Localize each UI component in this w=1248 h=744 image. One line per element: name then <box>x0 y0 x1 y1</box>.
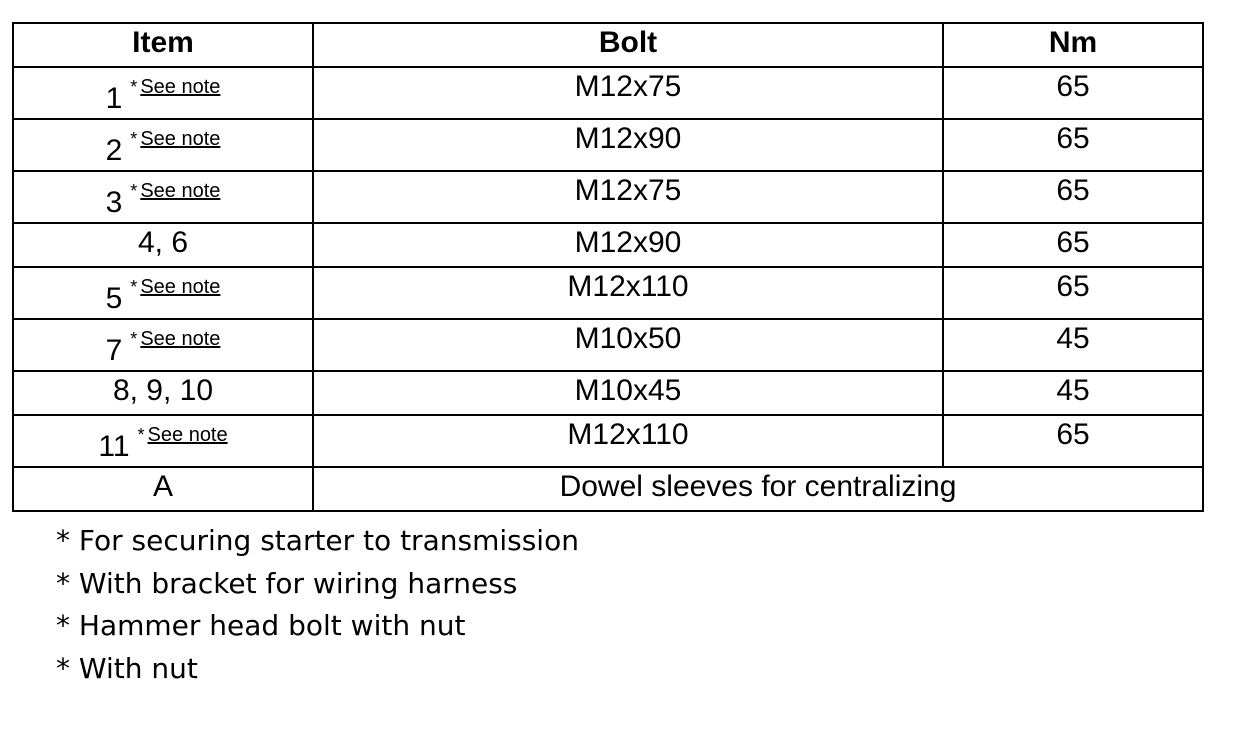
see-note-ref <box>130 120 220 150</box>
notes-list <box>56 520 579 690</box>
see-note-link[interactable]: See note <box>147 424 228 446</box>
header-row <box>13 23 1203 67</box>
see-note-link[interactable]: See note <box>140 76 221 98</box>
cell-bolt: M10x45 <box>313 371 943 415</box>
header-nm: Nm <box>943 23 1203 67</box>
note-2: * With bracket for wiring harness <box>56 566 518 600</box>
item-number: 5 <box>105 282 123 315</box>
cell-bolt: M12x110 <box>313 415 943 467</box>
see-note-ref <box>130 268 220 298</box>
note-1: * For securing starter to transmission <box>56 524 579 557</box>
cell-description: Dowel sleeves for centralizing <box>313 467 1203 511</box>
cell-bolt: M12x75 <box>313 67 943 119</box>
cell-item <box>13 415 313 467</box>
cell-nm: 65 <box>943 67 1203 119</box>
table-row <box>13 223 1203 267</box>
note-marker: * <box>137 425 145 445</box>
cell-item <box>13 119 313 171</box>
cell-item: A <box>13 467 313 511</box>
item-number: 2 <box>105 134 123 167</box>
table-row <box>13 371 1203 415</box>
cell-bolt: M12x90 <box>313 119 943 171</box>
see-note-ref <box>130 320 220 350</box>
see-note-ref <box>138 416 228 446</box>
cell-item <box>13 371 313 415</box>
note-marker: * <box>130 181 138 201</box>
bolt-torque-table <box>12 22 1204 512</box>
table-row-dowel <box>13 467 1203 511</box>
table-row <box>13 67 1203 119</box>
cell-nm: 65 <box>943 223 1203 267</box>
table-row <box>13 119 1203 171</box>
note-marker: * <box>130 129 138 149</box>
cell-item <box>13 171 313 223</box>
note-marker: * <box>130 77 138 97</box>
cell-item <box>13 67 313 119</box>
cell-bolt: M10x50 <box>313 319 943 371</box>
item-number: 3 <box>105 186 123 219</box>
item-number: 8, 9, 10 <box>112 374 214 407</box>
item-number: 4, 6 <box>137 226 189 259</box>
table-row <box>13 319 1203 371</box>
see-note-link[interactable]: See note <box>140 328 221 350</box>
see-note-ref <box>130 68 220 98</box>
table-row <box>13 171 1203 223</box>
cell-nm: 65 <box>943 119 1203 171</box>
cell-nm: 45 <box>943 319 1203 371</box>
item-number: 1 <box>105 82 123 115</box>
cell-bolt: M12x110 <box>313 267 943 319</box>
table-row <box>13 415 1203 467</box>
cell-item <box>13 223 313 267</box>
header-item: Item <box>13 23 313 67</box>
cell-bolt: M12x90 <box>313 223 943 267</box>
see-note-ref <box>130 172 220 202</box>
cell-nm: 45 <box>943 371 1203 415</box>
see-note-link[interactable]: See note <box>140 128 221 150</box>
cell-nm: 65 <box>943 171 1203 223</box>
item-number: 11 <box>98 430 130 463</box>
cell-bolt: M12x75 <box>313 171 943 223</box>
note-marker: * <box>130 277 138 297</box>
item-number: 7 <box>105 334 123 367</box>
see-note-link[interactable]: See note <box>140 180 221 202</box>
cell-nm: 65 <box>943 415 1203 467</box>
header-bolt: Bolt <box>313 23 943 67</box>
cell-item <box>13 319 313 371</box>
cell-nm: 65 <box>943 267 1203 319</box>
table-row <box>13 267 1203 319</box>
cell-item <box>13 267 313 319</box>
note-3: * Hammer head bolt with nut <box>56 609 466 642</box>
see-note-link[interactable]: See note <box>140 276 221 298</box>
note-4: * With nut <box>56 651 198 685</box>
note-marker: * <box>130 329 138 349</box>
table-body <box>13 67 1203 511</box>
